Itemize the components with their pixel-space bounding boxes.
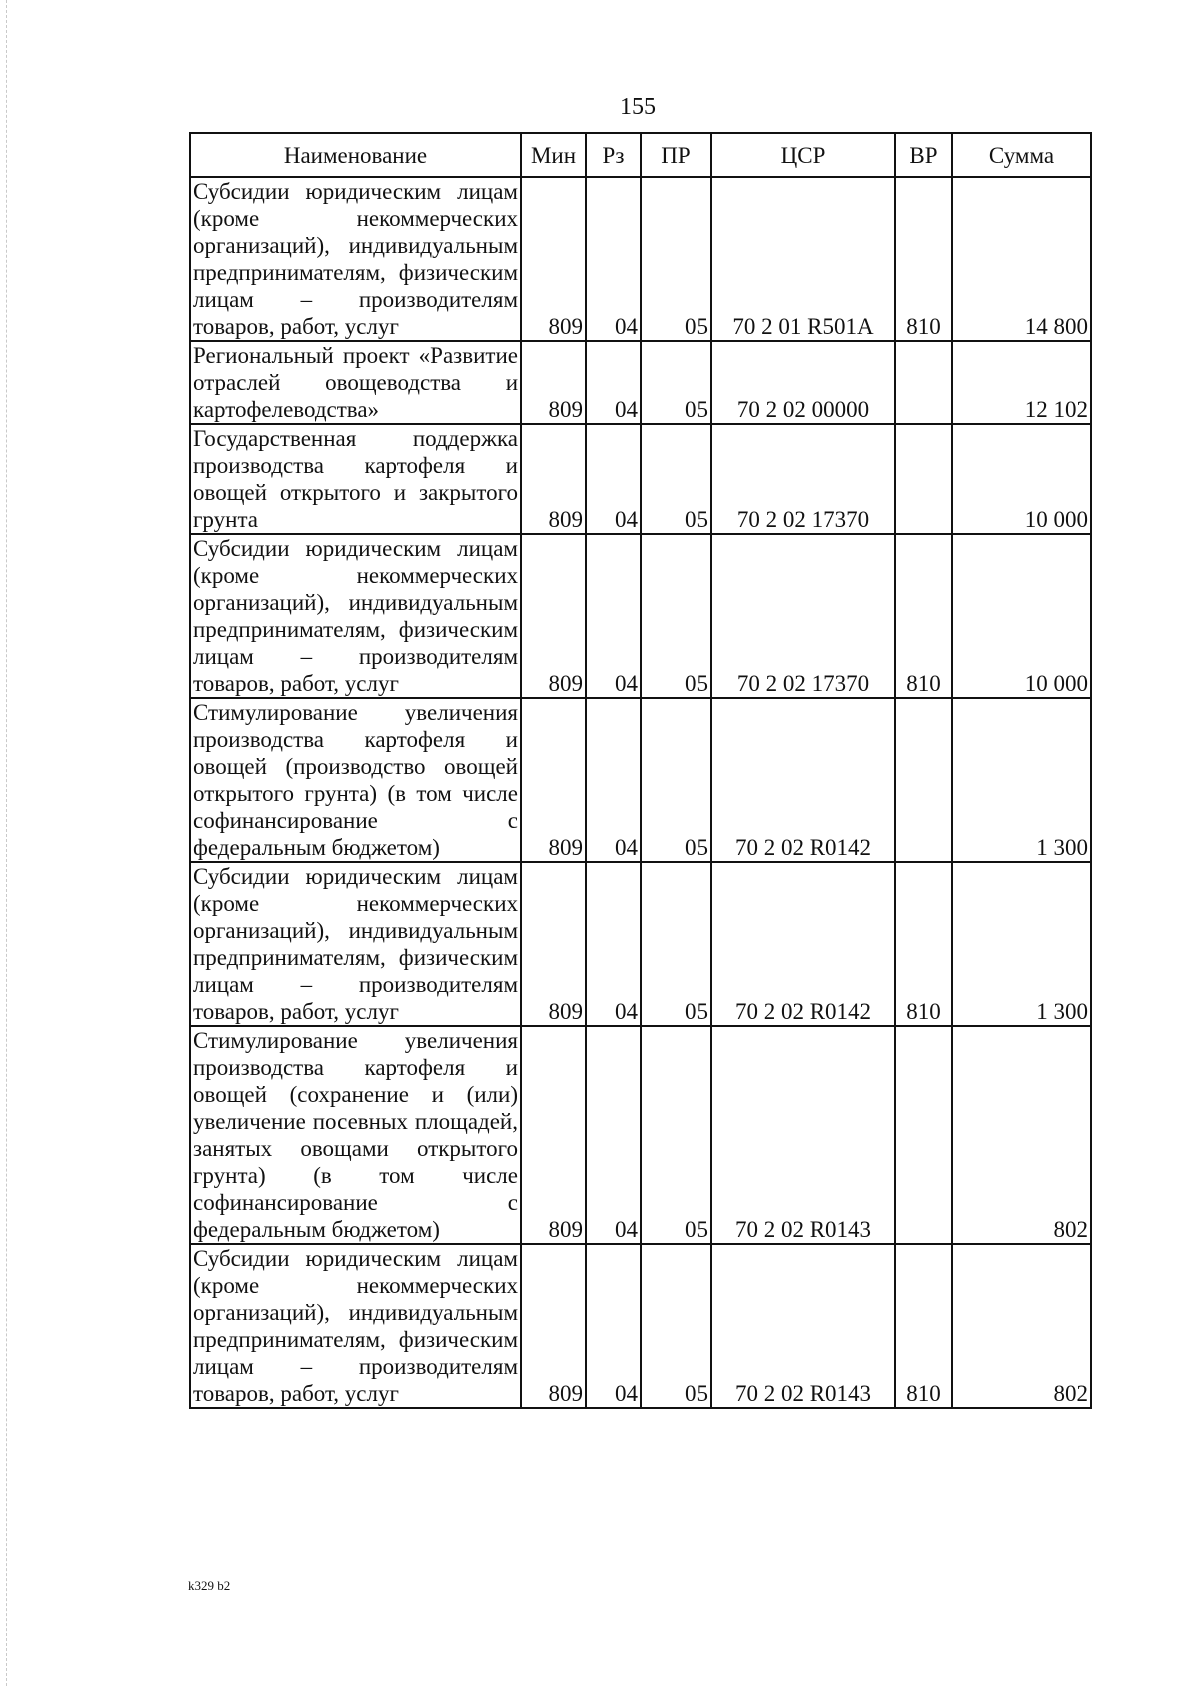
row-vr: [895, 698, 952, 862]
row-min: 809: [521, 1244, 586, 1408]
row-csr: 70 2 02 R0143: [711, 1026, 895, 1244]
row-name: Стимулирование увеличения производства картофеля и овощей (сохранение и (или) увеличение посевных площадей, занятых овощами открытого грунта) (в том числе софинансирование с федеральным бюджетом): [190, 1026, 521, 1244]
footer-code: k329 b2: [188, 1578, 231, 1593]
row-pr: 05: [641, 698, 711, 862]
row-vr: [895, 341, 952, 424]
row-min: 809: [521, 177, 586, 341]
row-sum: 10 000: [952, 534, 1091, 698]
row-rz: 04: [586, 1026, 641, 1244]
row-sum: 802: [952, 1026, 1091, 1244]
row-csr: 70 2 02 00000: [711, 341, 895, 424]
row-sum: 12 102: [952, 341, 1091, 424]
table-row: [190, 424, 1091, 534]
budget-table: [189, 132, 1092, 1409]
row-name: Субсидии юридическим лицам (кроме некоммерческих организаций), индивидуальным предпринимателям, физическим лицам – производителям товаров, работ, услуг: [190, 1244, 521, 1408]
row-sum: 10 000: [952, 424, 1091, 534]
table-row: [190, 698, 1091, 862]
row-name: Субсидии юридическим лицам (кроме некоммерческих организаций), индивидуальным предпринимателям, физическим лицам – производителям товаров, работ, услуг: [190, 177, 521, 341]
row-rz: 04: [586, 177, 641, 341]
table-row: [190, 862, 1091, 1026]
header-sum: Сумма: [952, 133, 1091, 177]
row-pr: 05: [641, 341, 711, 424]
row-vr: 810: [895, 534, 952, 698]
row-min: 809: [521, 424, 586, 534]
table-row: [190, 1026, 1091, 1244]
row-sum: 1 300: [952, 862, 1091, 1026]
page-number: 155: [620, 94, 656, 120]
row-sum: 1 300: [952, 698, 1091, 862]
row-rz: 04: [586, 424, 641, 534]
row-name: Субсидии юридическим лицам (кроме некоммерческих организаций), индивидуальным предпринимателям, физическим лицам – производителям товаров, работ, услуг: [190, 862, 521, 1026]
row-pr: 05: [641, 534, 711, 698]
scan-edge-line: [6, 0, 7, 1686]
row-vr: [895, 424, 952, 534]
row-csr: 70 2 02 R0143: [711, 1244, 895, 1408]
row-pr: 05: [641, 424, 711, 534]
row-csr: 70 2 02 17370: [711, 534, 895, 698]
table-header-row: [190, 133, 1091, 177]
row-pr: 05: [641, 1244, 711, 1408]
table-row: [190, 1244, 1091, 1408]
header-name: Наименование: [190, 133, 521, 177]
row-min: 809: [521, 1026, 586, 1244]
row-rz: 04: [586, 698, 641, 862]
row-csr: 70 2 02 17370: [711, 424, 895, 534]
row-csr: 70 2 01 R501A: [711, 177, 895, 341]
row-rz: 04: [586, 1244, 641, 1408]
header-csr: ЦСР: [711, 133, 895, 177]
row-vr: 810: [895, 1244, 952, 1408]
table-row: [190, 341, 1091, 424]
row-rz: 04: [586, 534, 641, 698]
row-sum: 14 800: [952, 177, 1091, 341]
row-vr: 810: [895, 862, 952, 1026]
row-vr: [895, 1026, 952, 1244]
row-min: 809: [521, 862, 586, 1026]
row-csr: 70 2 02 R0142: [711, 862, 895, 1026]
table-row: [190, 177, 1091, 341]
table-row: [190, 534, 1091, 698]
row-rz: 04: [586, 341, 641, 424]
row-vr: 810: [895, 177, 952, 341]
row-name: Региональный проект «Развитие отраслей овощеводства и картофелеводства»: [190, 341, 521, 424]
row-name: Государственная поддержка производства картофеля и овощей открытого и закрытого грунта: [190, 424, 521, 534]
header-min: Мин: [521, 133, 586, 177]
row-csr: 70 2 02 R0142: [711, 698, 895, 862]
row-min: 809: [521, 534, 586, 698]
row-min: 809: [521, 698, 586, 862]
row-sum: 802: [952, 1244, 1091, 1408]
row-name: Субсидии юридическим лицам (кроме некоммерческих организаций), индивидуальным предпринимателям, физическим лицам – производителям товаров, работ, услуг: [190, 534, 521, 698]
row-rz: 04: [586, 862, 641, 1026]
row-name: Стимулирование увеличения производства картофеля и овощей (производство овощей открытого грунта) (в том числе софинансирование с федеральным бюджетом): [190, 698, 521, 862]
header-rz: Рз: [586, 133, 641, 177]
row-pr: 05: [641, 1026, 711, 1244]
row-min: 809: [521, 341, 586, 424]
row-pr: 05: [641, 177, 711, 341]
row-pr: 05: [641, 862, 711, 1026]
header-pr: ПР: [641, 133, 711, 177]
header-vr: ВР: [895, 133, 952, 177]
